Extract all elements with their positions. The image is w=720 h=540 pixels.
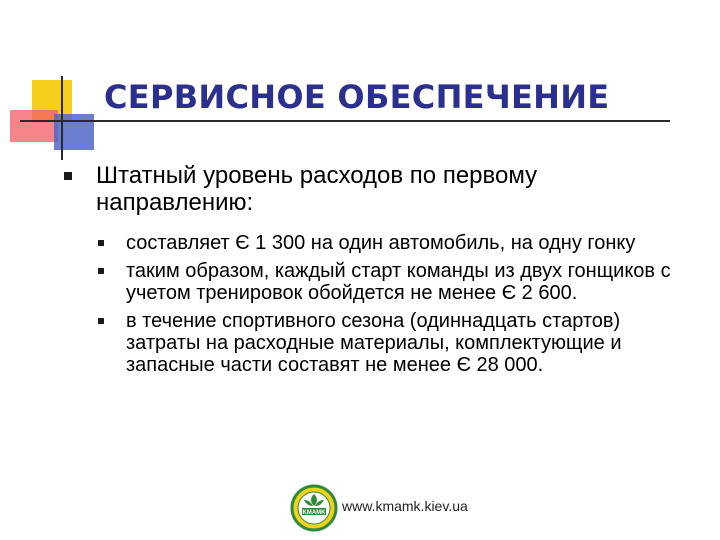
decor-vertical-line <box>61 76 63 160</box>
sub-bullet-item <box>96 310 686 376</box>
main-bullet-text: Штатный уровень расходов по первому направлению: <box>96 162 538 216</box>
sub-bullet-item <box>96 260 686 304</box>
slide-footer <box>290 484 490 534</box>
square-bullet-icon <box>98 318 104 324</box>
sub-bullet-item <box>96 232 686 254</box>
slide-title: СЕРВИСНОЕ ОБЕСПЕЧЕНИЕ <box>104 78 610 116</box>
website-url[interactable]: www.kmamk.kiev.ua <box>342 498 468 514</box>
sub-bullet-text: составляет Є 1 300 на один автомобиль, на одну гонку <box>126 232 636 254</box>
sub-bullet-text: в течение спортивного сезона (одиннадцать стартов) затраты на расходные материалы, комплектующие и запасные части составят не менее Є 28 000. <box>126 310 622 376</box>
slide-content <box>56 162 696 376</box>
kmamk-logo-icon <box>290 484 338 532</box>
sub-bullet-list <box>96 232 696 376</box>
main-bullet-item <box>56 162 696 216</box>
square-bullet-icon <box>98 240 104 246</box>
square-bullet-icon <box>98 268 104 274</box>
svg-text:KMAMK: KMAMK <box>302 510 326 516</box>
decor-red-square <box>10 110 58 142</box>
sub-bullet-text: таким образом, каждый старт команды из двух гонщиков с учетом тренировок обойдется не менее Є 2 600. <box>126 260 671 304</box>
title-underline <box>20 120 670 122</box>
square-bullet-icon <box>64 172 72 180</box>
